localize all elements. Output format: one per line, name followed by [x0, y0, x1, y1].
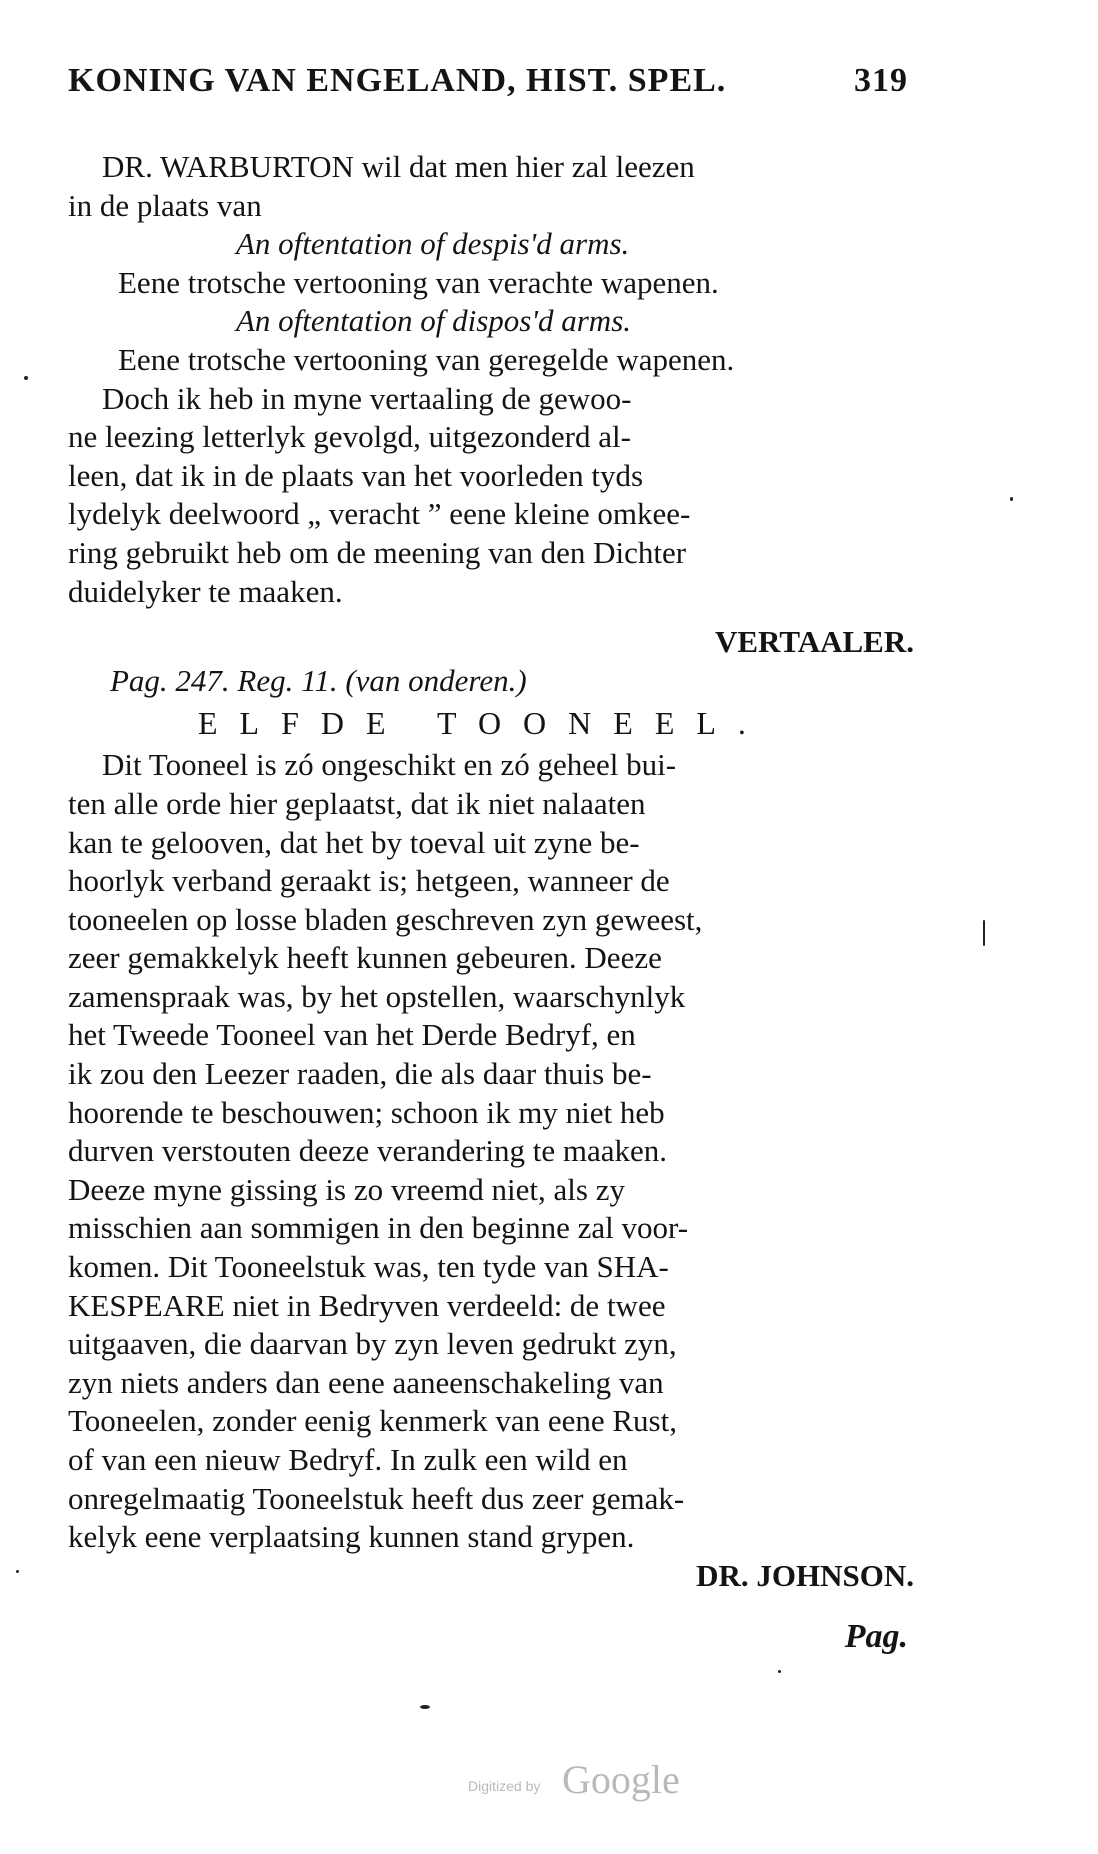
note2-line: Tooneelen, zonder eenig kenmerk van eene Rust,: [68, 1403, 677, 1439]
note2-line: kelyk eene verplaatsing kunnen stand grypen.: [68, 1519, 635, 1555]
digitized-watermark: [468, 1758, 708, 1808]
note2-line: hoorlyk verband geraakt is; hetgeen, wanneer de: [68, 863, 670, 899]
note2-line: ik zou den Leezer raaden, die als daar thuis be-: [68, 1056, 652, 1092]
note1-line: Eene trotsche vertooning van geregelde wapenen.: [118, 341, 735, 377]
digitized-by-text: Digitized by: [468, 1778, 541, 1794]
note2-line: uitgaaven, die daarvan by zyn leven gedrukt zyn,: [68, 1326, 677, 1362]
note2-line: tooneelen op losse bladen geschreven zyn geweest,: [68, 901, 703, 937]
scan-speck: [778, 1670, 781, 1673]
note2-line: misschien aan sommigen in den beginne zal voor-: [68, 1210, 689, 1246]
catchword: Pag.: [844, 1618, 908, 1655]
note2-line: zamenspraak was, by het opstellen, waarschynlyk: [68, 978, 686, 1014]
scan-speck: [24, 376, 28, 380]
note2-line: durven verstouten deeze verandering te maaken.: [68, 1133, 668, 1169]
note1-line: lydelyk deelwoord „ veracht ” eene kleine omkee-: [68, 496, 691, 532]
note1-quote-line: An oftentation of dispos'd arms.: [236, 303, 632, 339]
note1-signature: VERTAALER.: [714, 624, 914, 660]
scan-speck: [16, 1570, 19, 1573]
note1-line: duidelyker te maaken.: [68, 573, 343, 609]
note1-line: Eene trotsche vertooning van verachte wapenen.: [118, 264, 719, 300]
scan-speck: [1010, 497, 1013, 501]
note2-line: zeer gemakkelyk heeft kunnen gebeuren. Deeze: [68, 940, 662, 976]
note2-line: kan te gelooven, dat het by toeval uit zyne be-: [68, 824, 640, 860]
note1-line: ne leezing letterlyk gevolgd, uitgezonderd al-: [68, 419, 631, 455]
note2-line: onregelmaatig Tooneelstuk heeft dus zeer gemak-: [68, 1480, 685, 1516]
note1-quote-line: An oftentation of despis'd arms.: [236, 226, 630, 262]
scan-speck: [420, 1705, 430, 1709]
note1-line: Doch ik heb in myne vertaaling de gewoo-: [102, 380, 632, 416]
note2-line: Deeze myne gissing is zo vreemd niet, als zy: [68, 1171, 625, 1207]
note2-line: komen. Dit Tooneelstuk was, ten tyde van SHA-: [68, 1249, 669, 1285]
note2-line: het Tweede Tooneel van het Derde Bedryf, en: [68, 1017, 636, 1053]
note1-line: in de plaats van: [68, 187, 262, 223]
note2-signature: DR. JOHNSON.: [696, 1557, 914, 1593]
note1-line: leen, dat ik in de plaats van het voorleden tyds: [68, 457, 644, 493]
scan-speck: [983, 920, 985, 946]
note2-line: ten alle orde hier geplaatst, dat ik niet nalaaten: [68, 785, 646, 821]
note2-line: zyn niets anders dan eene aaneenschakeling van: [68, 1364, 664, 1400]
note1-line: ring gebruikt heb om de meening van den Dichter: [68, 534, 687, 570]
google-logo: Google: [562, 1757, 680, 1802]
note2-line: KESPEARE niet in Bedryven verdeeld: de twee: [68, 1287, 666, 1323]
page-number: 319: [854, 62, 908, 99]
note2-reference: Pag. 247. Reg. 11. (van onderen.): [110, 662, 527, 698]
note2-line: Dit Tooneel is zó ongeschikt en zó geheel bui-: [102, 747, 677, 783]
note2-line: of van een nieuw Bedryf. In zulk een wild en: [68, 1442, 628, 1477]
running-header: [68, 62, 908, 122]
running-title: KONING VAN ENGELAND, HIST. SPEL.: [68, 62, 727, 99]
note2-line: hoorende te beschouwen; schoon ik my niet heb: [68, 1094, 665, 1130]
note1-line: DR. WARBURTON wil dat men hier zal leezen: [102, 149, 695, 184]
page-body: [68, 148, 914, 1595]
note2-heading: ELFDE TOONEEL.: [198, 705, 768, 742]
